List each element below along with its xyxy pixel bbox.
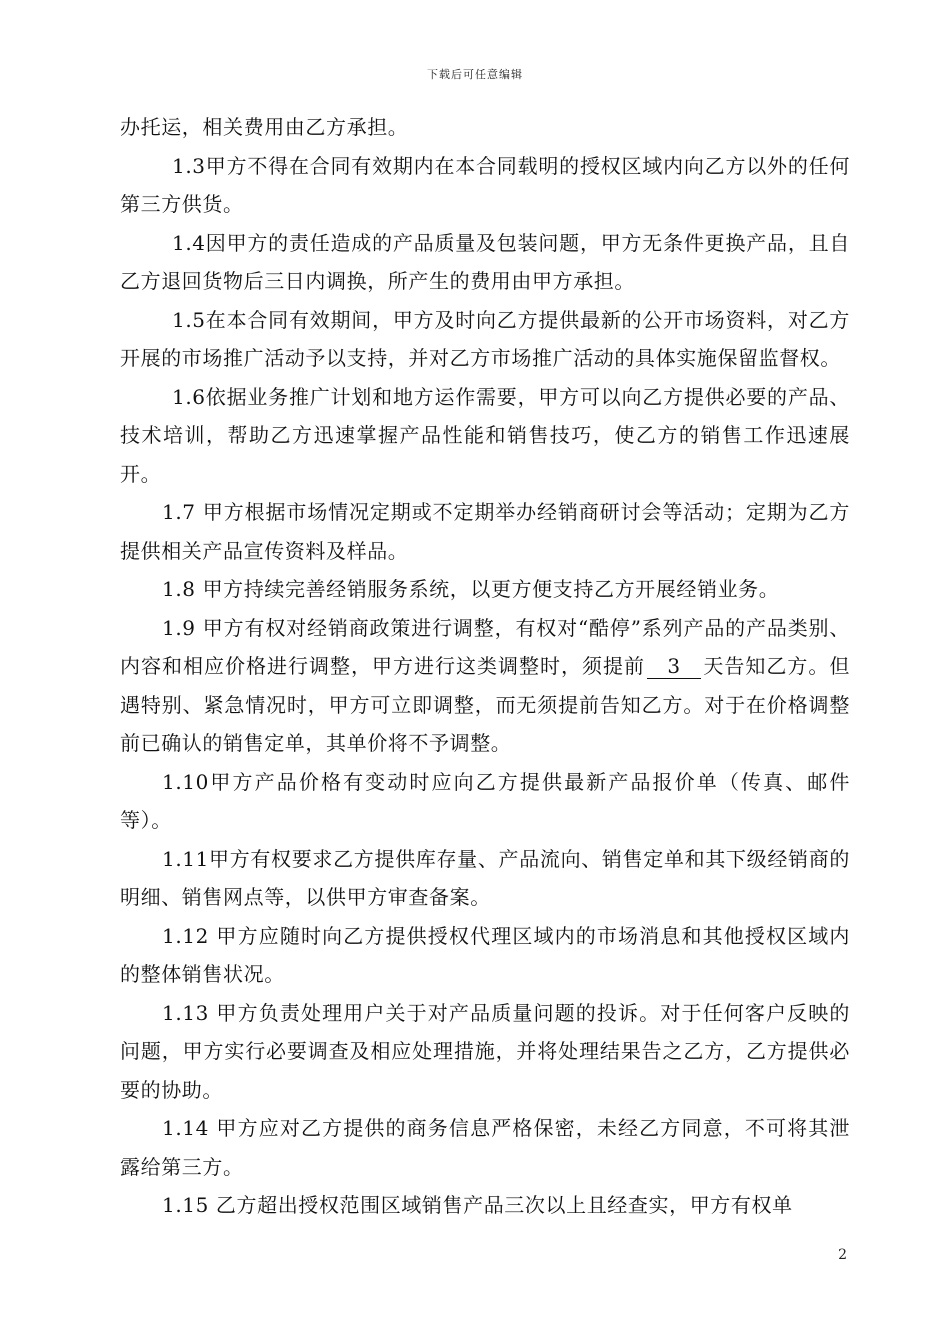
clause-1-9-text-after: 天告知乙方。但遇特别、紧急情况时，甲方可立即调整，而无须提前告知乙方。对于在价格调整前已确认的销售定单，其单价将不予调整。 (120, 654, 850, 755)
clause-1-15: 1.15 乙方超出授权范围区域销售产品三次以上且经查实，甲方有权单 (162, 1193, 793, 1217)
clause-1-13: 1.13 甲方负责处理用户关于对产品质量问题的投诉。对于任何客户反映的问题，甲方实行必要调查及相应处理措施，并将处理结果告之乙方，乙方提供必要的协助。 (120, 1000, 850, 1102)
page-number: 2 (838, 1247, 847, 1263)
clause-1-11: 1.11甲方有权要求乙方提供库存量、产品流向、销售定单和其下级经销商的明细、销售网点等，以供甲方审查备案。 (120, 846, 850, 909)
document-body (120, 108, 850, 1225)
clause-1-3: 1.3甲方不得在合同有效期内在本合同载明的授权区域内向乙方以外的任何第三方供货。 (120, 153, 850, 216)
page-header: 下载后可任意编辑 (427, 68, 523, 81)
clause-1-14: 1.14 甲方应对乙方提供的商务信息严格保密，未经乙方同意，不可将其泄露给第三方。 (120, 1116, 850, 1179)
notice-days-blank: 3 (647, 654, 701, 679)
clause-1-7: 1.7 甲方根据市场情况定期或不定期举办经销商研讨会等活动；定期为乙方提供相关产品宣传资料及样品。 (120, 500, 850, 563)
clause-1-5: 1.5在本合同有效期间，甲方及时向乙方提供最新的公开市场资料，对乙方开展的市场推广活动予以支持，并对乙方市场推广活动的具体实施保留监督权。 (120, 307, 850, 370)
clause-1-4: 1.4因甲方的责任造成的产品质量及包装问题，甲方无条件更换产品，且自乙方退回货物后三日内调换，所产生的费用由甲方承担。 (120, 230, 850, 293)
clause-1-12: 1.12 甲方应随时向乙方提供授权代理区域内的市场消息和其他授权区域内的整体销售状况。 (120, 923, 850, 986)
paragraph-continuation: 办托运，相关费用由乙方承担。 (120, 115, 409, 139)
clause-1-8: 1.8 甲方持续完善经销服务系统，以更方便支持乙方开展经销业务。 (162, 577, 780, 601)
clause-1-9 (120, 609, 850, 763)
clause-1-9-text-before: 1.9 甲方有权对经销商政策进行调整，有权对“酷停”系列产品的产品类别、内容和相应价格进行调整，甲方进行这类调整时，须提前 (120, 615, 850, 678)
clause-1-10: 1.10甲方产品价格有变动时应向乙方提供最新产品报价单（传真、邮件等）。 (120, 769, 850, 832)
clause-1-6: 1.6依据业务推广计划和地方运作需要，甲方可以向乙方提供必要的产品、技术培训，帮助乙方迅速掌握产品性能和销售技巧，使乙方的销售工作迅速展开。 (120, 384, 850, 486)
